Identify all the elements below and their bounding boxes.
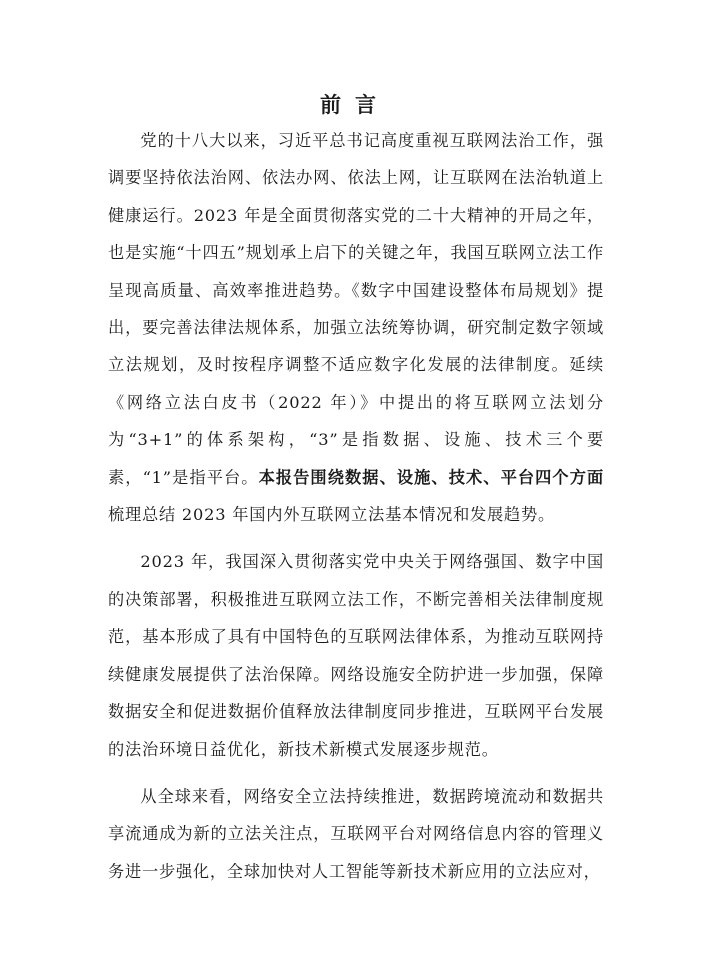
paragraph-1-text-end: 梳理总结 2023 年国内外互联网立法基本情况和发展趋势。 (108, 505, 555, 525)
paragraph-1-text: 党的十八大以来，习近平总书记高度重视互联网法治工作，强调要坚持依法治网、依法办网、依法上网，让互联网在法治轨道上健康运行。2023 年是全面贯彻落实党的二十大精神的开局之年，也是实施“十四五”规划承上启下的关键之年，我国互联网立法工作呈现高质量、高效率推进趋势。《数字中国建设整体布局规划》提出，要完善法律法规体系，加强立法统筹协调，研究制定数字领域立法规划，及时按程序调整不适应数字化发展的法律制度。延续《网络立法白皮书（2022 年）》中提出的将互联网立法划分为“3+1”的体系架构，“3”是指数据、设施、技术三个要素，“1”是指平台。 (108, 131, 604, 487)
paragraph-1 (108, 122, 604, 533)
paragraph-1-bold-text: 本报告围绕数据、设施、技术、平台四个方面 (258, 467, 604, 487)
paragraph-2: 2023 年，我国深入贯彻落实党中央关于网络强国、数字中国的决策部署，积极推进互联网立法工作，不断完善相关法律制度规范，基本形成了具有中国特色的互联网法律体系，为推动互联网持续健康发展提供了法治保障。网络设施安全防护进一步加强，保障数据安全和促进数据价值释放法律制度同步推进，互联网平台发展的法治环境日益优化，新技术新模式发展逐步规范。 (108, 552, 604, 759)
paragraph-3: 从全球来看，网络安全立法持续推进，数据跨境流动和数据共享流通成为新的立法关注点，互联网平台对网络信息内容的管理义务进一步强化，全球加快对人工智能等新技术新应用的立法应对， (108, 786, 604, 881)
page-title: 前言 (320, 93, 390, 117)
document-body (108, 122, 604, 890)
